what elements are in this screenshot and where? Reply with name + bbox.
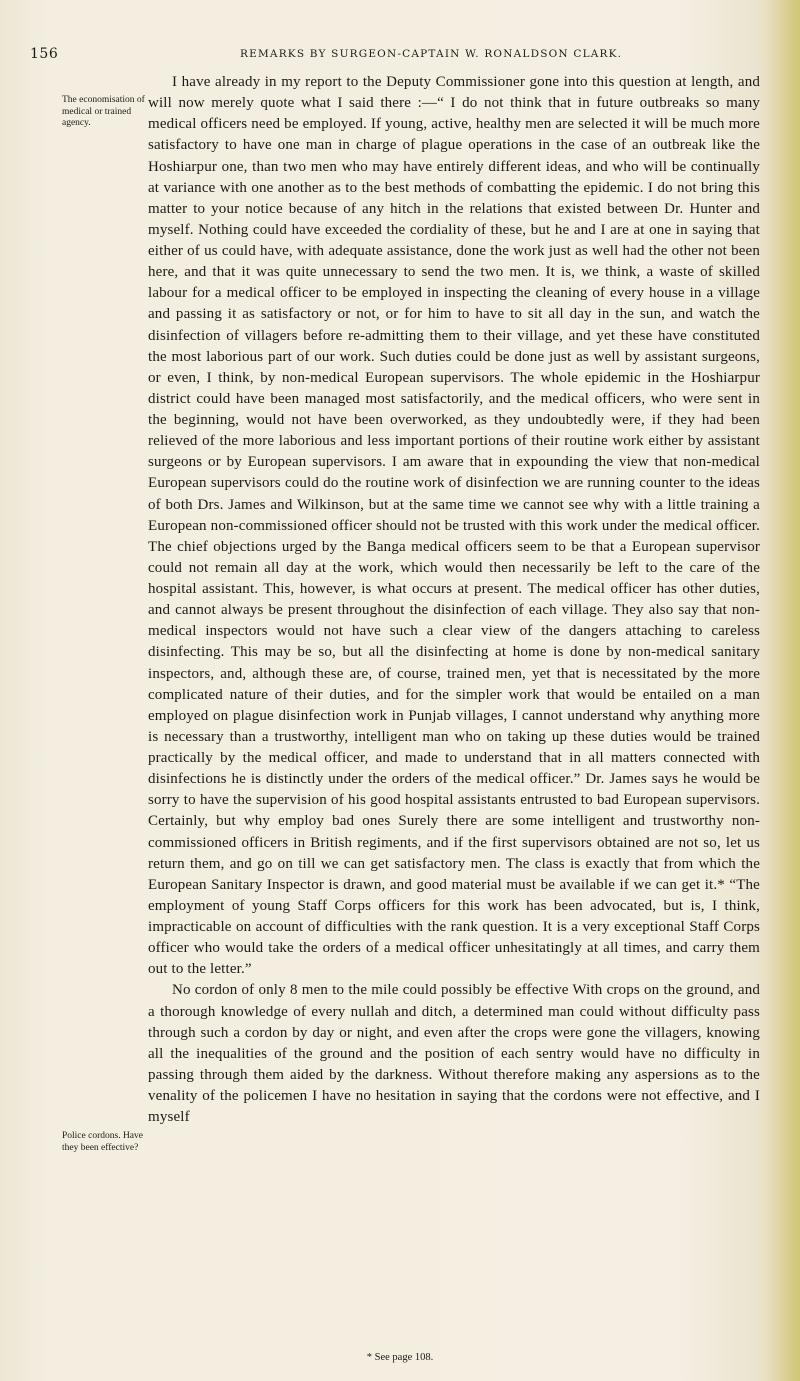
margin-note-economisation: The economisation of medical or trained agency. (62, 95, 145, 128)
paragraph-medical-agency: I have already in my report to the Deputy Commissioner gone into this question at length, and will now merely quote what I said there :—“ I do not think that in future outbreaks so many medical officers need be employed. If young, active, healthy men are selected it will be much more satisfactory to have one man in charge of plague operations in the case of an outbreak like the Hoshiarpur one, than two men who may have entirely different ideas, and who will be continually at variance with one another as to the best methods of combatting the epidemic. I do not bring this matter to your notice because of any hitch in the relations that existed between Dr. Hunter and myself. Nothing could have exceeded the cordiality of these, but he and I are at one in saying that either of us could have, with adequate assistance, done the work just as well had the other not been here, and that it was quite unnecessary to send the two men. It is, we think, a waste of skilled labour for a medical officer to be employed in inspecting the cleaning of every house in a village and passing it as satisfactory or not, or for him to have to sit all day in the sun, and watch the disinfection of villagers before re-admitting them to their village, and yet these have constituted the most laborious part of our work. Such duties could be done just as well by assistant surgeons, or even, I think, by non-medical European supervisors. The whole epidemic in the Hoshiarpur district could have been managed most satisfactorily, and the medical officers, who were sent in the beginning, would not have been overworked, as they undoubtedly were, if they had been relieved of the more laborious and less important portions of their routine work either by assistant surgeons or by European supervisors. I am aware that in expounding the view that non-medical European supervisors could do the routine work of disinfection we are running counter to the ideas of both Drs. James and Wilkinson, but at the same time we cannot see why with a little training a European non-commissioned officer should not be trusted with this work under the medical officer. The chief objections urged by the Banga medical officers seem to be that a European supervisor could not remain all day at the work, which would then necessarily be left to the care of the hospital assistant. This, however, is what occurs at present. The medical officer has other duties, and cannot always be present throughout the disinfection of each village. They also say that non-medical inspectors would not have such a clear view of the dangers attaching to careless disinfecting. This may be so, but all the disinfecting at home is done by non-medical sanitary inspectors, and, although these are, of course, trained men, yet that is necessitated by the more complicated nature of their duties, and for the simpler work that would be entailed on a man employed on plague disinfection work in Punjab villages, I cannot understand why anything more is necessary than a trustworthy, intelligent man who on taking up these duties would be trained practically by the medical officer, and made to understand that in all matters connected with disinfections he is distinctly under the orders of the medical officer.” Dr. James says he would be sorry to have the supervision of his good hospital assistants entrusted to bad European supervisors. Certainly, but why employ bad ones Surely there are some intelligent and trustworthy non-commissioned officers in British regiments, and if the first supervisors obtained are not so, let us return them, and go on till we can get satisfactory men. The class is exactly that from which the European Sanitary Inspector is drawn, and good material must be available if we can get it.* “The employment of young Staff Corps officers for this work has been advocated, but is, I think, impracticable on account of difficulties with the rank question. It is a very exceptional Staff Corps officer who would take the orders of a medical officer unhesitatingly at all times, and carry them out to the letter.” (148, 74, 760, 978)
page-header (0, 46, 800, 66)
body-text (148, 72, 760, 1128)
footnote: * See page 108. (366, 1352, 434, 1363)
running-title: REMARKS BY SURGEON-CAPTAIN W. RONALDSON CLARK. (240, 48, 623, 60)
page-number: 156 (30, 46, 59, 62)
margin-note-police-cordons: Police cordons. Have they been effective? (62, 1131, 143, 1153)
paragraph-police-cordons: No cordon of only 8 men to the mile could possibly be effective With crops on the ground, and a thorough knowledge of every nullah and ditch, a determined man could without difficulty pass through such a cordon by day or night, and even after the crops were gone the villagers, knowing all the inequalities of the ground and the position of each sentry would have no difficulty in passing through them aided by the darkness. Without therefore making any aspersions as to the venality of the policemen I have no hesitation in saying that the cordons were not effective, and I myself (148, 982, 760, 1126)
page-edge-stain (760, 0, 800, 1381)
